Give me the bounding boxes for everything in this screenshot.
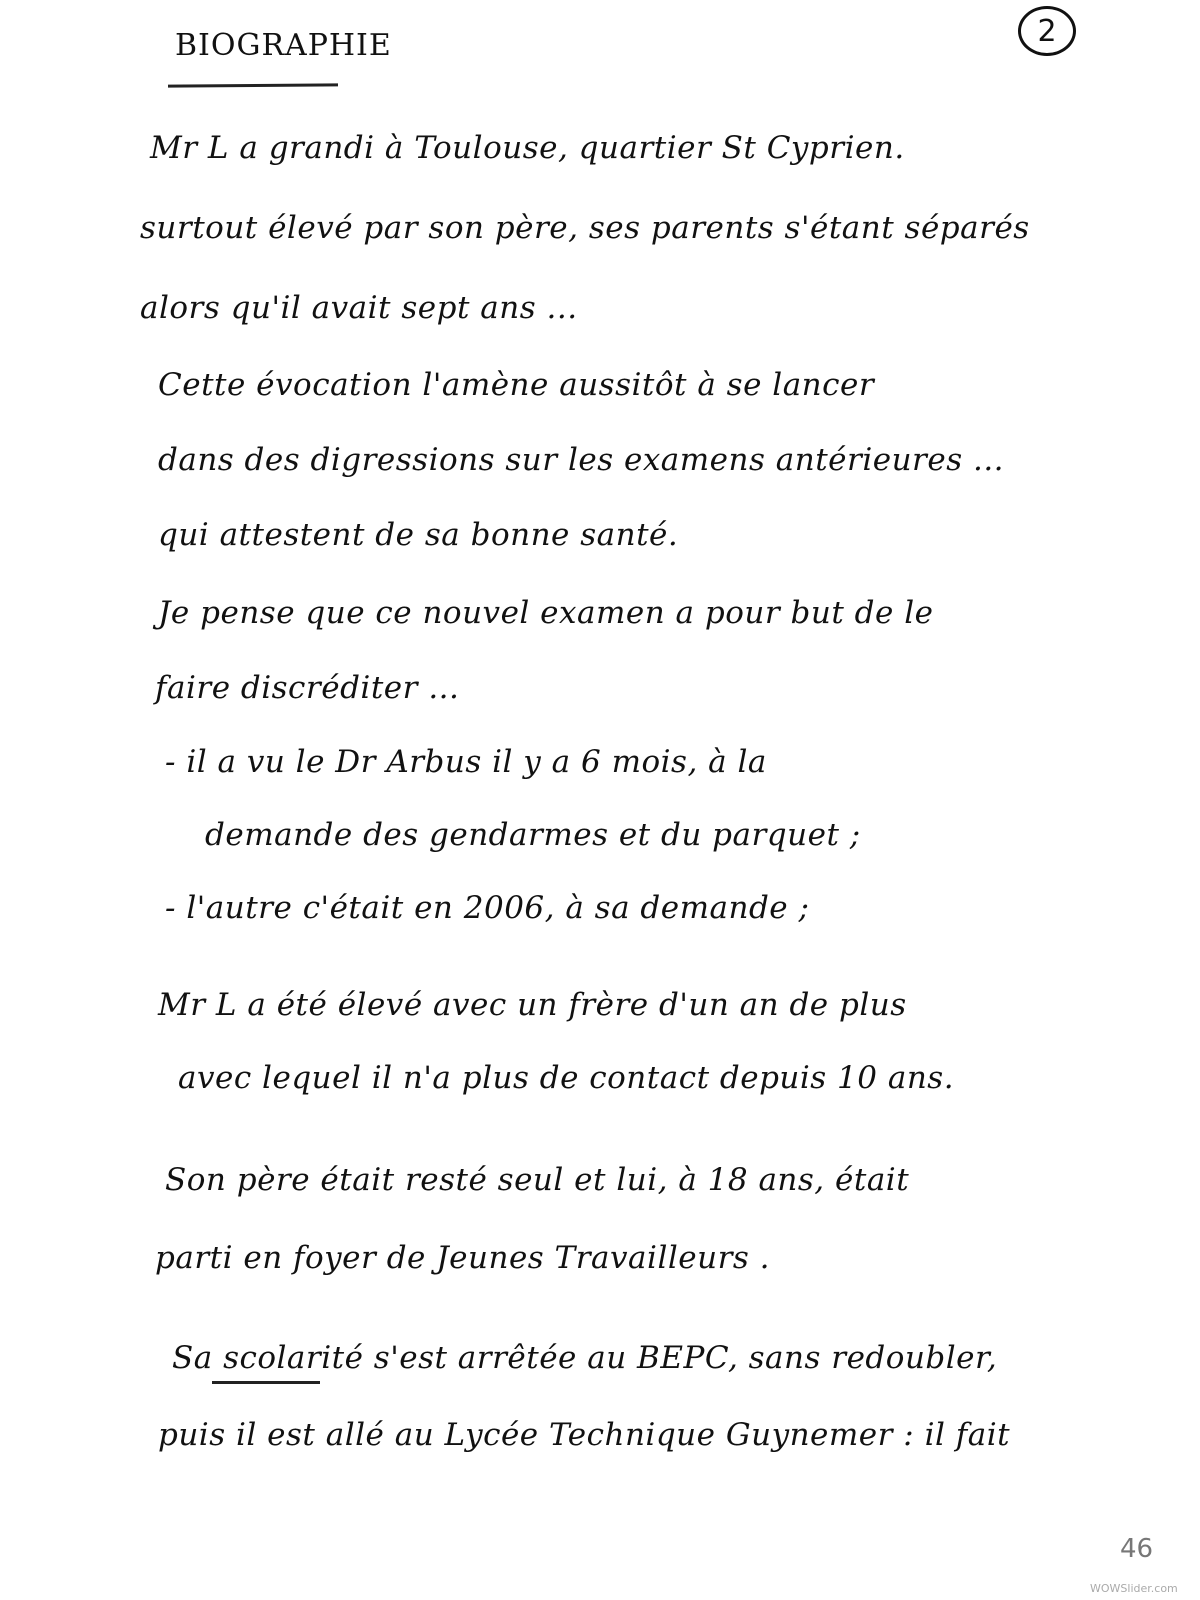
watermark: WOWSlider.com [1090, 1582, 1178, 1595]
text-line-11: - l'autre c'était en 2006, à sa demande ; [165, 890, 810, 926]
text-line-3: alors qu'il avait sept ans ... [140, 290, 578, 326]
text-line-14: Son père était resté seul et lui, à 18 ans, était [165, 1162, 910, 1198]
page-number: 2 [1037, 13, 1057, 49]
text-line-8: faire discréditer ... [155, 670, 460, 706]
text-line-17: puis il est allé au Lycée Technique Guynemer : il fait [158, 1417, 1011, 1453]
scolarite-underline [212, 1381, 320, 1384]
page-number-circle [1018, 6, 1076, 56]
text-line-12: Mr L a été élevé avec un frère d'un an de plus [158, 987, 907, 1023]
page-title: BIOGRAPHIE [175, 28, 392, 63]
folio-number: 46 [1120, 1534, 1154, 1564]
text-line-16: Sa scolarité s'est arrêtée au BEPC, sans redoubler, [172, 1340, 998, 1376]
text-line-7: Je pense que ce nouvel examen a pour but de le [158, 595, 934, 631]
title-underline [168, 83, 338, 87]
text-line-10: demande des gendarmes et du parquet ; [205, 817, 861, 853]
text-line-13: avec lequel il n'a plus de contact depuis 10 ans. [178, 1060, 955, 1096]
text-line-4: Cette évocation l'amène aussitôt à se lancer [158, 367, 875, 403]
text-line-6: qui attestent de sa bonne santé. [158, 517, 679, 553]
text-line-2: surtout élevé par son père, ses parents s'étant séparés [140, 210, 1030, 246]
text-line-1: Mr L a grandi à Toulouse, quartier St Cyprien. [150, 130, 905, 166]
text-line-9: - il a vu le Dr Arbus il y a 6 mois, à la [165, 744, 767, 780]
text-line-15: parti en foyer de Jeunes Travailleurs . [155, 1240, 771, 1276]
text-line-5: dans des digressions sur les examens antérieures ... [158, 442, 1005, 478]
